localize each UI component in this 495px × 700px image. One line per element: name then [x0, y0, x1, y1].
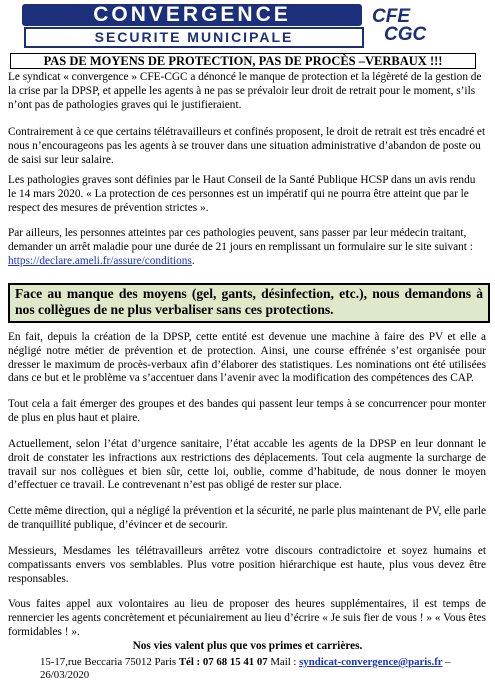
paragraph-4 [8, 227, 486, 268]
convergence-logo [22, 4, 446, 48]
page-title: PAS DE MOYENS DE PROTECTION, PAS DE PROCÈS –VERBAUX !!! [10, 53, 476, 69]
paragraph-6: Tout cela a fait émerger des groupes et des bandes qui passent leur temps à se concurrencer pour monter de plus en plus haut et plaire. [8, 398, 486, 424]
callout-box: Face au manque des moyens (gel, gants, désinfection, etc.), nous demandons à nos collègues de ne plus verbaliser sans ces protections. [8, 283, 490, 323]
footer-mail-label: Mail : [270, 656, 297, 668]
paragraph-5: En fait, depuis la création de la DPSP, cette entité est devenue une machine à faire des PV et elle a négligé notre métier de prévention et de protection. Ainsi, une course effrénée s’est organisée pour dresser le maximum de procès-verbaux afin d’élaborer des statistiques. Les nominations ont été utilisées dans ce but et le problème va s’accentuer dans l’avenir avec la modification des compétences des CAP. [8, 331, 486, 385]
footer [40, 656, 460, 682]
paragraph-1: Le syndicat « convergence » CFE-CGC a dénoncé le manque de protection et la légèreté de la gestion de la crise par la DPSP, et appelle les agents à ne pas se prévaloir leur droit de retrait pour le moment, s’ils n’ont pas de pathologies graves qui le justifieraient. [8, 71, 482, 111]
footer-address: 15-17,rue Beccaria 75012 Paris [40, 656, 177, 668]
paragraph-8: Cette même direction, qui a négligé la prévention et la sécurité, ne parle plus maintenant de PV, elle parle de tranquillité publique, d’évincer et de secourir. [8, 505, 486, 531]
paragraph-2: Contrairement à ce que certains télétravailleurs et confinés proposent, le droit de retrait est très encadré et nous n’encourageons pas les agents à se trouver dans une situation administrative d’abandon de poste ou de saisi sur leur salaire. [8, 126, 486, 166]
logo-cfe-text: CFE [372, 6, 410, 27]
paragraph-4-end: . [191, 254, 195, 267]
paragraph-9: Messieurs, Mesdames les télétravailleurs arrêtez votre discours contradictoire et soyez humains et compatissants envers vos semblables. Plus votre position hiérarchique est haute, plus vous devez être responsables. [8, 545, 486, 585]
paragraph-4-text: Par ailleurs, les personnes atteintes par ces pathologies peuvent, sans passer par leur médecin traitant, demander un arrêt maladie pour une durée de 21 jours en remplissant un formulaire sur le site suivant : [8, 227, 473, 253]
cfe-cgc-logo [372, 4, 452, 48]
footer-tel: 07 68 15 41 07 [202, 656, 268, 668]
paragraph-10: Vous faites appel aux volontaires au lieu de proposer des heures supplémentaires, il est temps de rennercier les agents concrètement et pécuniairement au lieu d’écrire « Je suis fier de vous ! » « Vous êtes formidables ! ». [8, 598, 486, 638]
ameli-link[interactable]: https://declare.ameli.fr/assure/conditions [8, 254, 192, 267]
logo-line1: CONVERGENCE [22, 4, 362, 26]
paragraph-3: Les pathologies graves sont définies par le Haut Conseil de la Santé Publique HCSP dans un avis rendu le 14 mars 2020. « La protection de ces personnes est un impératif qui ne pourra être atteint que par le respect des mesures de prévention strictes ». [8, 174, 476, 214]
logo-cgc-text: CGC [384, 24, 427, 45]
footer-date: 26/03/2020 [40, 669, 90, 681]
footer-tel-label: Tél : [178, 656, 201, 668]
logo-line2: SECURITE MUNICIPALE [24, 27, 364, 48]
paragraph-7: Actuellement, selon l’état d’urgence sanitaire, l’état accable les agents de la DPSP en leur donnant le droit de constater les infractions aux restrictions des déplacements. Tout cela augmente la surcharge de travail sur nos collègues et bien sûr, cette loi, oublie, comme d’habitude, de nous donner le moyen d’effectuer ce travail. Le contrevenant n’est pas obligé de rester sur place. [8, 438, 486, 492]
footer-date-sep: – [445, 656, 451, 668]
signoff: Nos vies valent plus que vos primes et carrières. [132, 640, 363, 652]
footer-mail-link[interactable]: syndicat-convergence@paris.fr [299, 656, 443, 668]
